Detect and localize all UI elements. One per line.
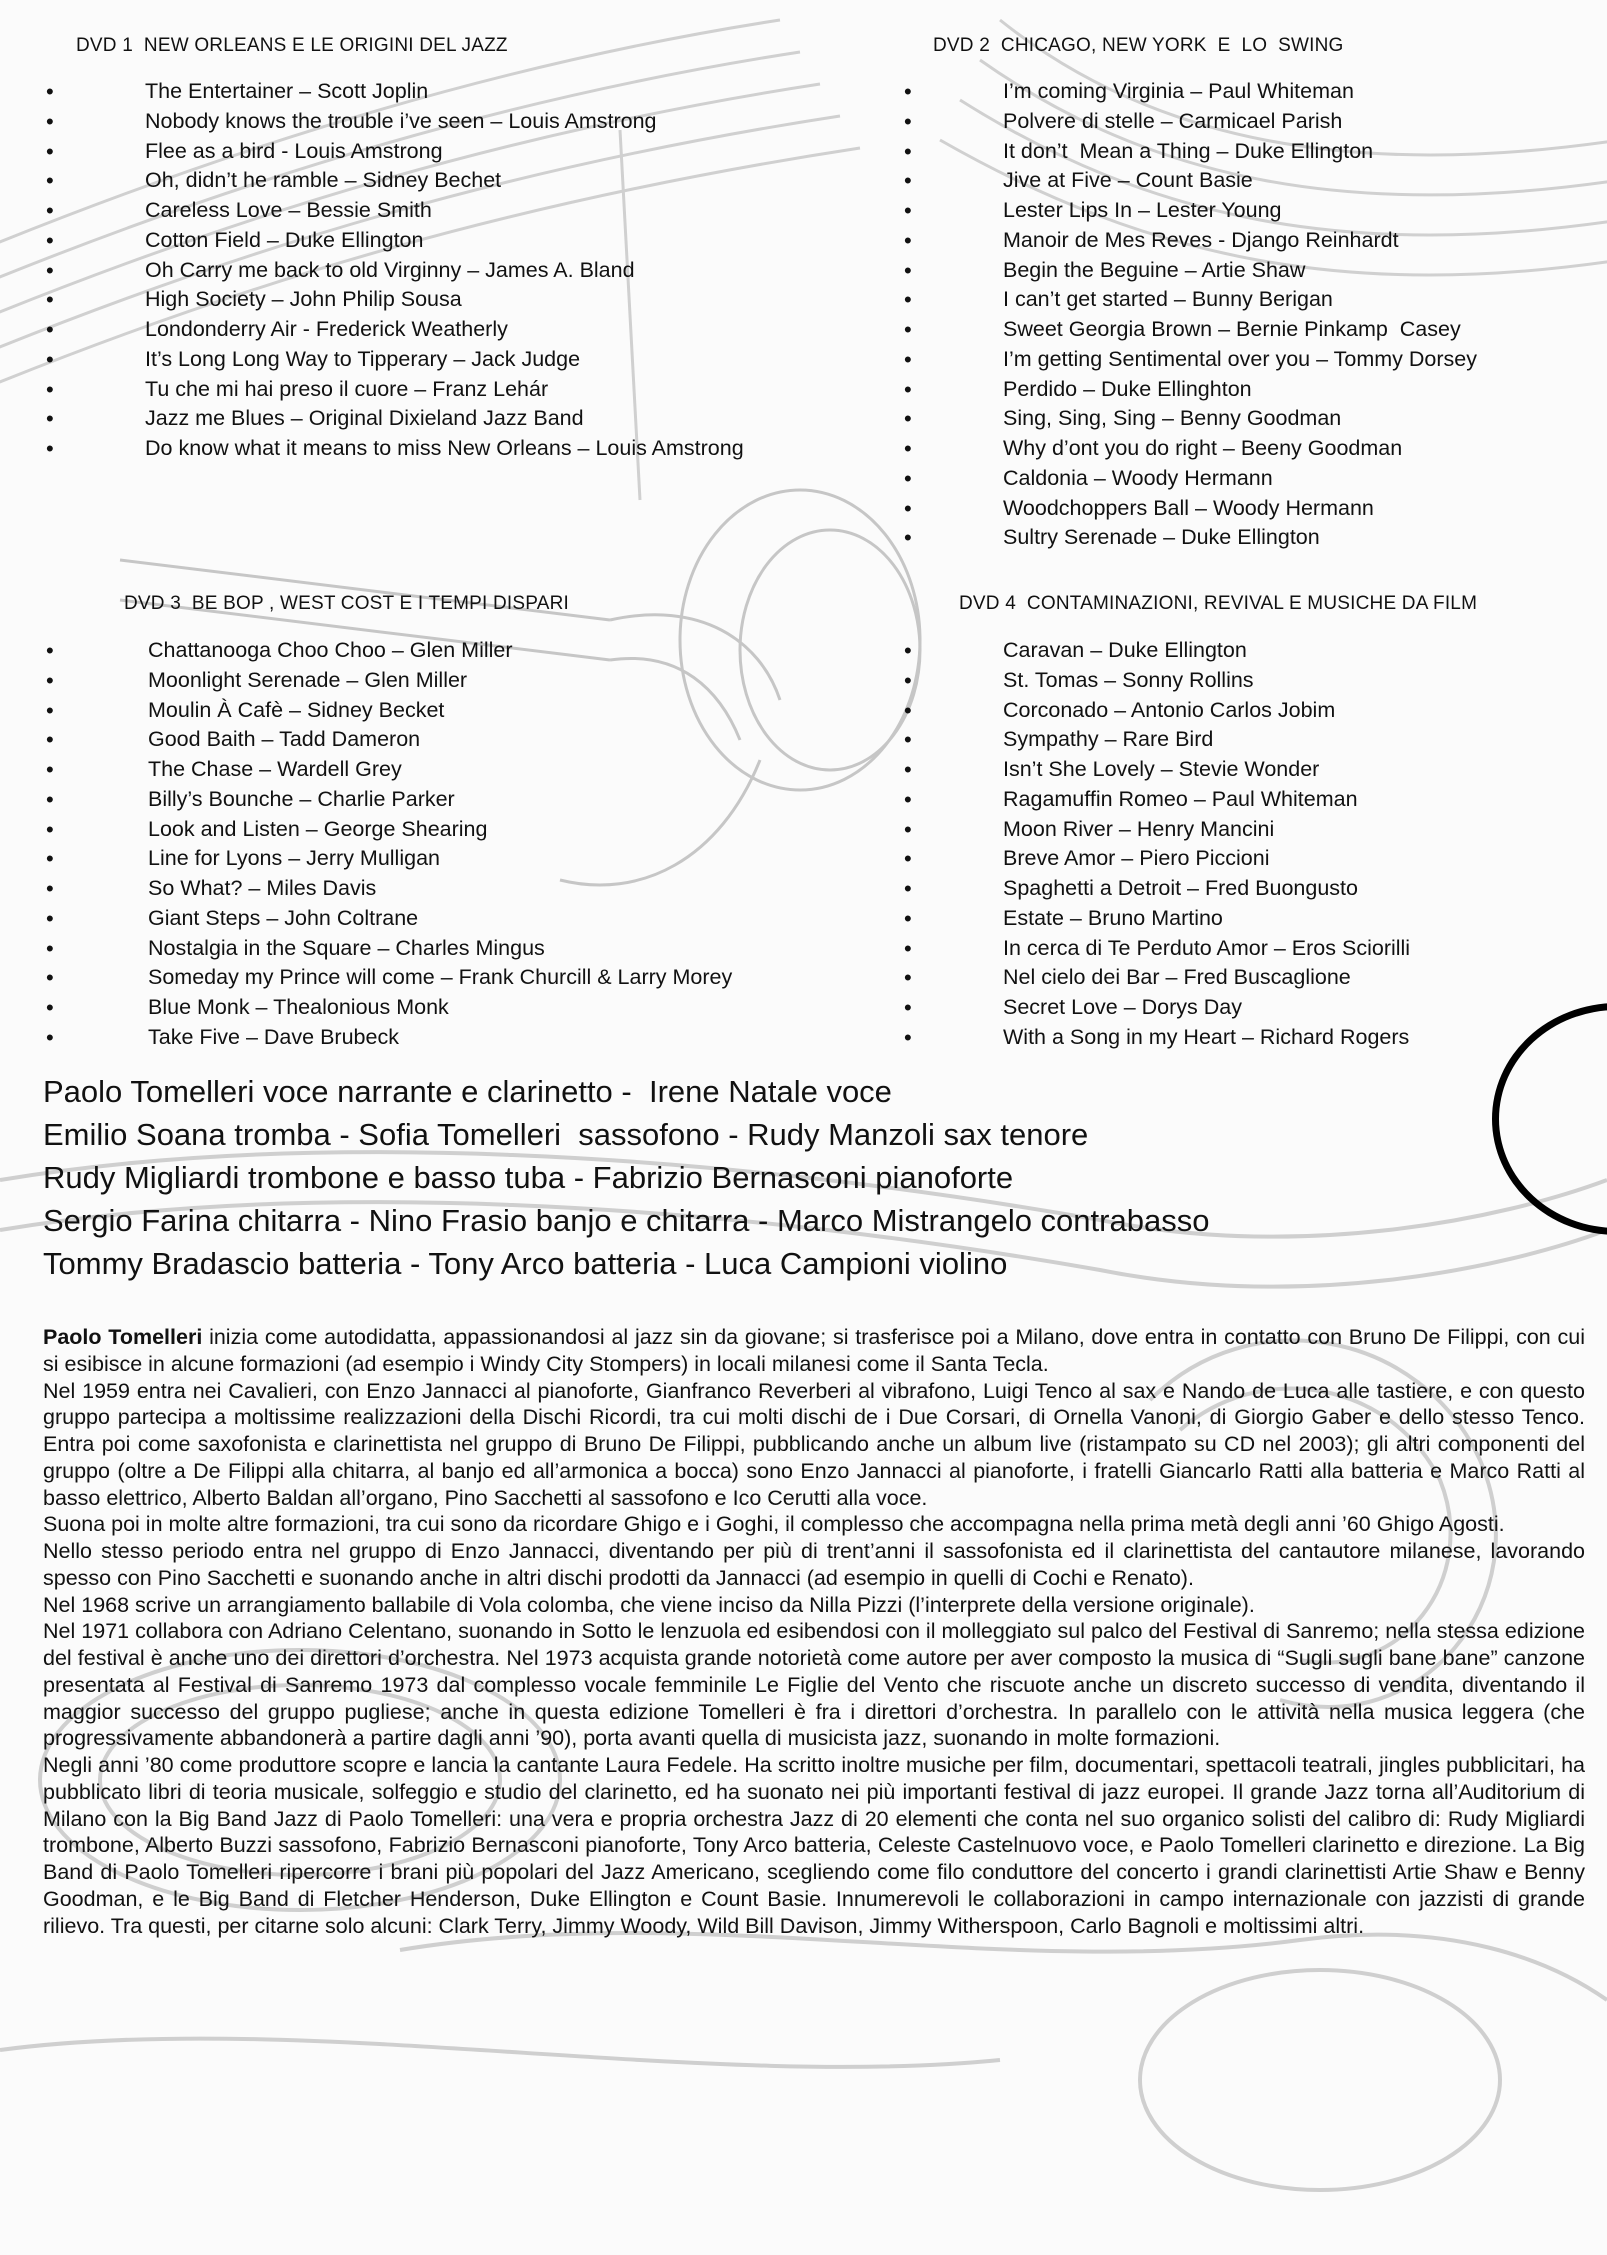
track-item: • The Entertainer – Scott Joplin (145, 77, 744, 107)
track-item: • Billy’s Bounche – Charlie Parker (148, 785, 732, 815)
track-item: • It’s Long Long Way to Tipperary – Jack Judge (145, 345, 744, 375)
track-item: • Jive at Five – Count Basie (1003, 166, 1477, 196)
dvd1-track-list (145, 77, 744, 464)
track-item: • Woodchoppers Ball – Woody Hermann (1003, 494, 1477, 524)
bio-paragraph: Nello stesso periodo entra nel gruppo di Enzo Jannacci, diventando per più di trent’anni il sassofonista ed il clarinettista del cantautore milanese, lavorando spesso con Pino Sacchetti e suonando anche in altri dischi prodotti da Jannacci (ad esempio in quelli di Cochi e Renato). (43, 1539, 1585, 1590)
track-item: • Good Baith – Tadd Dameron (148, 725, 732, 755)
track-item: • Caldonia – Woody Hermann (1003, 464, 1477, 494)
track-item: • In cerca di Te Perduto Amor – Eros Sciorilli (1003, 934, 1410, 964)
bio-paragraph: Nel 1968 scrive un arrangiamento ballabile di Vola colomba, che viene inciso da Nilla Pizzi (l’interprete della versione originale). (43, 1592, 1255, 1617)
track-item: • Someday my Prince will come – Frank Churcill & Larry Morey (148, 963, 732, 993)
track-item: • Moonlight Serenade – Glen Miller (148, 666, 732, 696)
track-item: • Oh Carry me back to old Virginny – James A. Bland (145, 256, 744, 286)
credit-line: Rudy Migliardi trombone e basso tuba - Fabrizio Bernasconi pianoforte (43, 1160, 1014, 1195)
track-item: • Begin the Beguine – Artie Shaw (1003, 256, 1477, 286)
track-item: • Chattanooga Choo Choo – Glen Miller (148, 636, 732, 666)
dvd1-heading: DVD 1 NEW ORLEANS E LE ORIGINI DEL JAZZ (76, 35, 508, 56)
track-item: • Manoir de Mes Reves - Django Reinhardt (1003, 226, 1477, 256)
track-item: • Careless Love – Bessie Smith (145, 196, 744, 226)
bio-paragraph: Negli anni ’80 come produttore scopre e lancia la cantante Laura Fedele. Ha scritto inoltre musiche per film, documentari, spettacoli teatrali, jingles pubblicitari, ha pubblicato libri di teoria musicale, solfeggio e studio del clarinetto, ed ha suonato nei più importanti festival di jazz europei. Il grande Jazz torna all’Auditorium di Milano con la Big Band Jazz di Paolo Tomelleri: una vera e propria orchestra Jazz di 20 elementi che conta nel suo organico solisti del calibro di: Rudy Migliardi trombone, Alberto Buzzi sassofono, Fabrizio Bernasconi pianoforte, Tony Arco batteria, Celeste Castelnuovo voce, e Paolo Tomelleri clarinetto e direzione. La Big Band di Paolo Tomelleri ripercorre i brani più popolari del Jazz Americano, scegliendo come filo conduttore del concerto i grandi clarinettisti Artie Shaw e Benny Goodman, e le Big Band di Fletcher Henderson, Duke Ellington e Count Basie. Innumerevoli le collaborazioni in campo internazionale con jazzisti di grande rilievo. Tra questi, per citarne solo alcuni: Clark Terry, Jimmy Woody, Wild Bill Davison, Jimmy Witherspoon, Carlo Bagnoli e moltissimi altri. (43, 1753, 1585, 1938)
track-item: • With a Song in my Heart – Richard Rogers (1003, 1023, 1410, 1053)
track-item: • The Chase – Wardell Grey (148, 755, 732, 785)
biography (43, 1324, 1585, 1939)
track-item: • Take Five – Dave Brubeck (148, 1023, 732, 1053)
track-item: • I’m coming Virginia – Paul Whiteman (1003, 77, 1477, 107)
track-item: • So What? – Miles Davis (148, 874, 732, 904)
track-item: • Flee as a bird - Louis Amstrong (145, 137, 744, 167)
dvd3-heading: DVD 3 BE BOP , WEST COST E I TEMPI DISPARI (124, 593, 570, 614)
dvd3-track-list (148, 636, 732, 1053)
track-item: • It don’t Mean a Thing – Duke Ellington (1003, 137, 1477, 167)
track-item: • Sweet Georgia Brown – Bernie Pinkamp Casey (1003, 315, 1477, 345)
track-item: • Oh, didn’t he ramble – Sidney Bechet (145, 166, 744, 196)
dvd4-track-list (1003, 636, 1410, 1053)
bio-paragraph (43, 1324, 1585, 1378)
bio-name: Paolo Tomelleri (43, 1325, 203, 1349)
dvd2-track-list (1003, 77, 1477, 553)
track-item: • Sympathy – Rare Bird (1003, 725, 1410, 755)
track-item: • Jazz me Blues – Original Dixieland Jazz Band (145, 404, 744, 434)
track-item: • Nobody knows the trouble i’ve seen – Louis Amstrong (145, 107, 744, 137)
track-item: • High Society – John Philip Sousa (145, 285, 744, 315)
track-item: • Tu che mi hai preso il cuore – Franz Lehár (145, 375, 744, 405)
credit-line: Paolo Tomelleri voce narrante e clarinetto - Irene Natale voce (43, 1074, 892, 1109)
track-item: • Line for Lyons – Jerry Mulligan (148, 844, 732, 874)
bio-paragraph: Nel 1971 collabora con Adriano Celentano, suonando in Sotto le lenzuola ed esibendosi con il molleggiato sul palco del Festival di Sanremo; nella stessa edizione del festival è anche uno dei direttori d’orchestra. Nel 1973 acquista grande notorietà come autore per aver composto la musica di “Sugli sugli bane bane” canzone presentata al Festival di Sanremo 1973 dal complesso vocale femminile Le Figlie del Vento che riscuote anche un discreto successo di vendita, diventando il maggior successo del gruppo pugliese; anche in questa edizione Tomelleri è fra i direttori d’orchestra. In parallelo con le attività nella musica leggera (che progressivamente abbandonerà a partire dagli anni ’90), porta avanti quella di musicista jazz, suonando in molte formazioni. (43, 1619, 1585, 1751)
track-item: • Nel cielo dei Bar – Fred Buscaglione (1003, 963, 1410, 993)
track-item: • Lester Lips In – Lester Young (1003, 196, 1477, 226)
track-item: • Estate – Bruno Martino (1003, 904, 1410, 934)
credit-line: Emilio Soana tromba - Sofia Tomelleri sassofono - Rudy Manzoli sax tenore (43, 1117, 1089, 1152)
track-item: • Secret Love – Dorys Day (1003, 993, 1410, 1023)
dvd4-heading: DVD 4 CONTAMINAZIONI, REVIVAL E MUSICHE DA FILM (959, 593, 1478, 614)
track-item: • Giant Steps – John Coltrane (148, 904, 732, 934)
bio-intro: inizia come autodidatta, appassionandosi al jazz sin da giovane; si trasferisce poi a Milano, dove entra in contatto con Bruno De Filippi, con cui si esibisce in alcune formazioni (ad esempio i Windy City Stompers) in locali milanesi come il Santa Tecla. (43, 1325, 1585, 1376)
track-item: • Polvere di stelle – Carmicael Parish (1003, 107, 1477, 137)
credit-line: Tommy Bradascio batteria - Tony Arco batteria - Luca Campioni violino (43, 1246, 1008, 1281)
track-item: • Blue Monk – Thealonious Monk (148, 993, 732, 1023)
bio-paragraph: Suona poi in molte altre formazioni, tra cui sono da ricordare Ghigo e i Goghi, il complesso che accompagna nella prima metà degli anni ’60 Ghigo Agosti. (43, 1512, 1505, 1537)
track-item: • Perdido – Duke Ellinghton (1003, 375, 1477, 405)
track-item: • Sing, Sing, Sing – Benny Goodman (1003, 404, 1477, 434)
track-item: • Cotton Field – Duke Ellington (145, 226, 744, 256)
track-item: • Moulin À Cafè – Sidney Becket (148, 696, 732, 726)
track-item: • Look and Listen – George Shearing (148, 815, 732, 845)
track-item: • Nostalgia in the Square – Charles Mingus (148, 934, 732, 964)
track-item: • Spaghetti a Detroit – Fred Buongusto (1003, 874, 1410, 904)
track-item: • Do know what it means to miss New Orleans – Louis Amstrong (145, 434, 744, 464)
track-item: • Sultry Serenade – Duke Ellington (1003, 523, 1477, 553)
performer-credits (43, 1070, 1209, 1285)
credit-line: Sergio Farina chitarra - Nino Frasio banjo e chitarra - Marco Mistrangelo contrabasso (43, 1203, 1210, 1238)
track-item: • Londonderry Air - Frederick Weatherly (145, 315, 744, 345)
track-item: • Caravan – Duke Ellington (1003, 636, 1410, 666)
track-item: • I can’t get started – Bunny Berigan (1003, 285, 1477, 315)
track-item: • Corconado – Antonio Carlos Jobim (1003, 696, 1410, 726)
track-item: • Isn’t She Lovely – Stevie Wonder (1003, 755, 1410, 785)
dvd2-heading: DVD 2 CHICAGO, NEW YORK E LO SWING (933, 35, 1344, 56)
track-item: • I’m getting Sentimental over you – Tommy Dorsey (1003, 345, 1477, 375)
bio-paragraph: Nel 1959 entra nei Cavalieri, con Enzo Jannacci al pianoforte, Gianfranco Reverberi al vibrafono, Luigi Tenco al sax e Nando de Luca alle tastiere, e con questo gruppo partecipa a moltissime realizzazioni della Dischi Ricordi, tra cui molti dischi de i Due Corsari, di Ornella Vanoni, di Giorgio Gaber e dello stesso Tenco. Entra poi come saxofonista e clarinettista nel gruppo di Bruno De Filippi, pubblicando anche un album live (ristampato su CD nel 2003); gli altri componenti del gruppo (oltre a De Filippi alla chitarra, al banjo ed all’armonica a bocca) sono Enzo Jannacci al pianoforte, i fratelli Giancarlo Ratti alla batteria e Marco Ratti al basso elettrico, Alberto Baldan all’organo, Pino Sacchetti al sassofono e Ico Cerutti alla voce. (43, 1378, 1585, 1510)
track-item: • Why d’ont you do right – Beeny Goodman (1003, 434, 1477, 464)
track-item: • Moon River – Henry Mancini (1003, 815, 1410, 845)
track-item: • Ragamuffin Romeo – Paul Whiteman (1003, 785, 1410, 815)
track-item: • Breve Amor – Piero Piccioni (1003, 844, 1410, 874)
track-item: • St. Tomas – Sonny Rollins (1003, 666, 1410, 696)
